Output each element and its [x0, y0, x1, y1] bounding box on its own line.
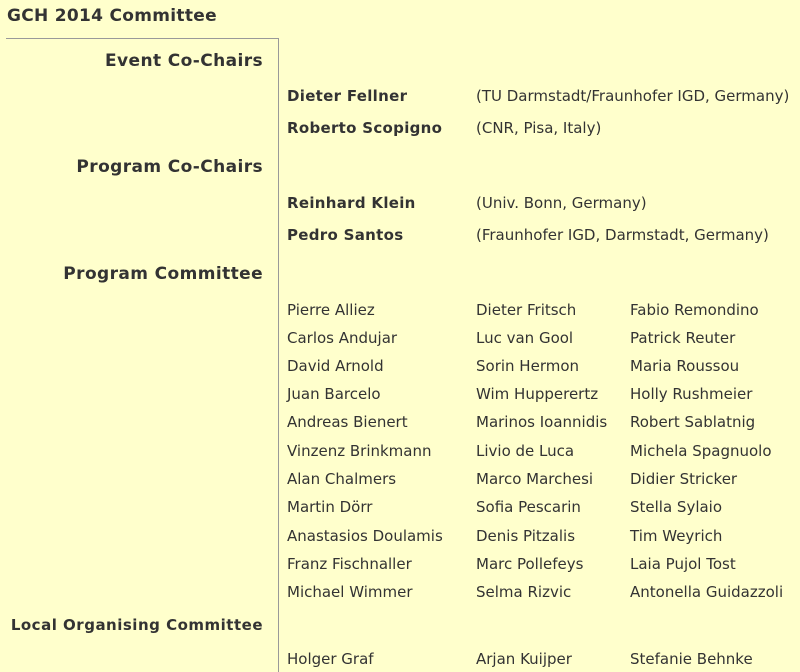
program-cochairs-heading: Program Co-Chairs — [76, 157, 263, 177]
committee-member: Selma Rizvic — [476, 583, 572, 601]
local-committee-member: Stefanie Behnke — [630, 650, 753, 668]
committee-member: Wim Hupperertz — [476, 385, 599, 403]
program-cochair-name: Pedro Santos — [287, 226, 404, 244]
committee-member: Pierre Alliez — [287, 301, 375, 319]
committee-member: Marc Pollefeys — [476, 555, 584, 573]
committee-member: Stella Sylaio — [630, 498, 723, 516]
local-committee-heading: Local Organising Committee — [10, 616, 263, 634]
program-cochair-affiliation: (Univ. Bonn, Germany) — [476, 194, 647, 212]
program-cochair-affiliation: (Fraunhofer IGD, Darmstadt, Germany) — [476, 226, 769, 244]
page-title: GCH 2014 Committee — [7, 6, 217, 26]
committee-member: Robert Sablatnig — [630, 413, 756, 431]
vertical-divider — [278, 38, 279, 672]
committee-member: Didier Stricker — [630, 470, 738, 488]
committee-member: Vinzenz Brinkmann — [287, 442, 432, 460]
committee-member: Marco Marchesi — [476, 470, 594, 488]
committee-member: Anastasios Doulamis — [287, 527, 443, 545]
committee-member: Marinos Ioannidis — [476, 413, 608, 431]
event-cochair-affiliation: (CNR, Pisa, Italy) — [476, 119, 602, 137]
committee-member: Maria Roussou — [630, 357, 740, 375]
committee-member: Michela Spagnuolo — [630, 442, 772, 460]
committee-member: Holly Rushmeier — [630, 385, 753, 403]
committee-member: Carlos Andujar — [287, 329, 398, 347]
committee-member: Livio de Luca — [476, 442, 575, 460]
event-cochair-affiliation: (TU Darmstadt/Fraunhofer IGD, Germany) — [476, 87, 790, 105]
committee-member: Luc van Gool — [476, 329, 574, 347]
event-cochairs-heading: Event Co-Chairs — [105, 51, 263, 71]
committee-member: Sorin Hermon — [476, 357, 580, 375]
event-cochair-name: Roberto Scopigno — [287, 119, 443, 137]
horizontal-divider — [6, 38, 278, 39]
committee-member: Tim Weyrich — [630, 527, 723, 545]
committee-member: Juan Barcelo — [287, 385, 381, 403]
program-cochair-name: Reinhard Klein — [287, 194, 416, 212]
committee-member: Dieter Fritsch — [476, 301, 577, 319]
committee-member: David Arnold — [287, 357, 384, 375]
committee-member: Fabio Remondino — [630, 301, 759, 319]
committee-member: Franz Fischnaller — [287, 555, 412, 573]
committee-member: Laia Pujol Tost — [630, 555, 736, 573]
local-committee-member: Holger Graf — [287, 650, 374, 668]
committee-member: Antonella Guidazzoli — [630, 583, 784, 601]
committee-member: Martin Dörr — [287, 498, 373, 516]
committee-member: Patrick Reuter — [630, 329, 736, 347]
program-committee-heading: Program Committee — [63, 264, 263, 284]
committee-member: Sofia Pescarin — [476, 498, 581, 516]
local-committee-member: Arjan Kuijper — [476, 650, 572, 668]
event-cochair-name: Dieter Fellner — [287, 87, 408, 105]
committee-member: Alan Chalmers — [287, 470, 397, 488]
committee-member: Andreas Bienert — [287, 413, 408, 431]
committee-member: Michael Wimmer — [287, 583, 413, 601]
committee-member: Denis Pitzalis — [476, 527, 576, 545]
